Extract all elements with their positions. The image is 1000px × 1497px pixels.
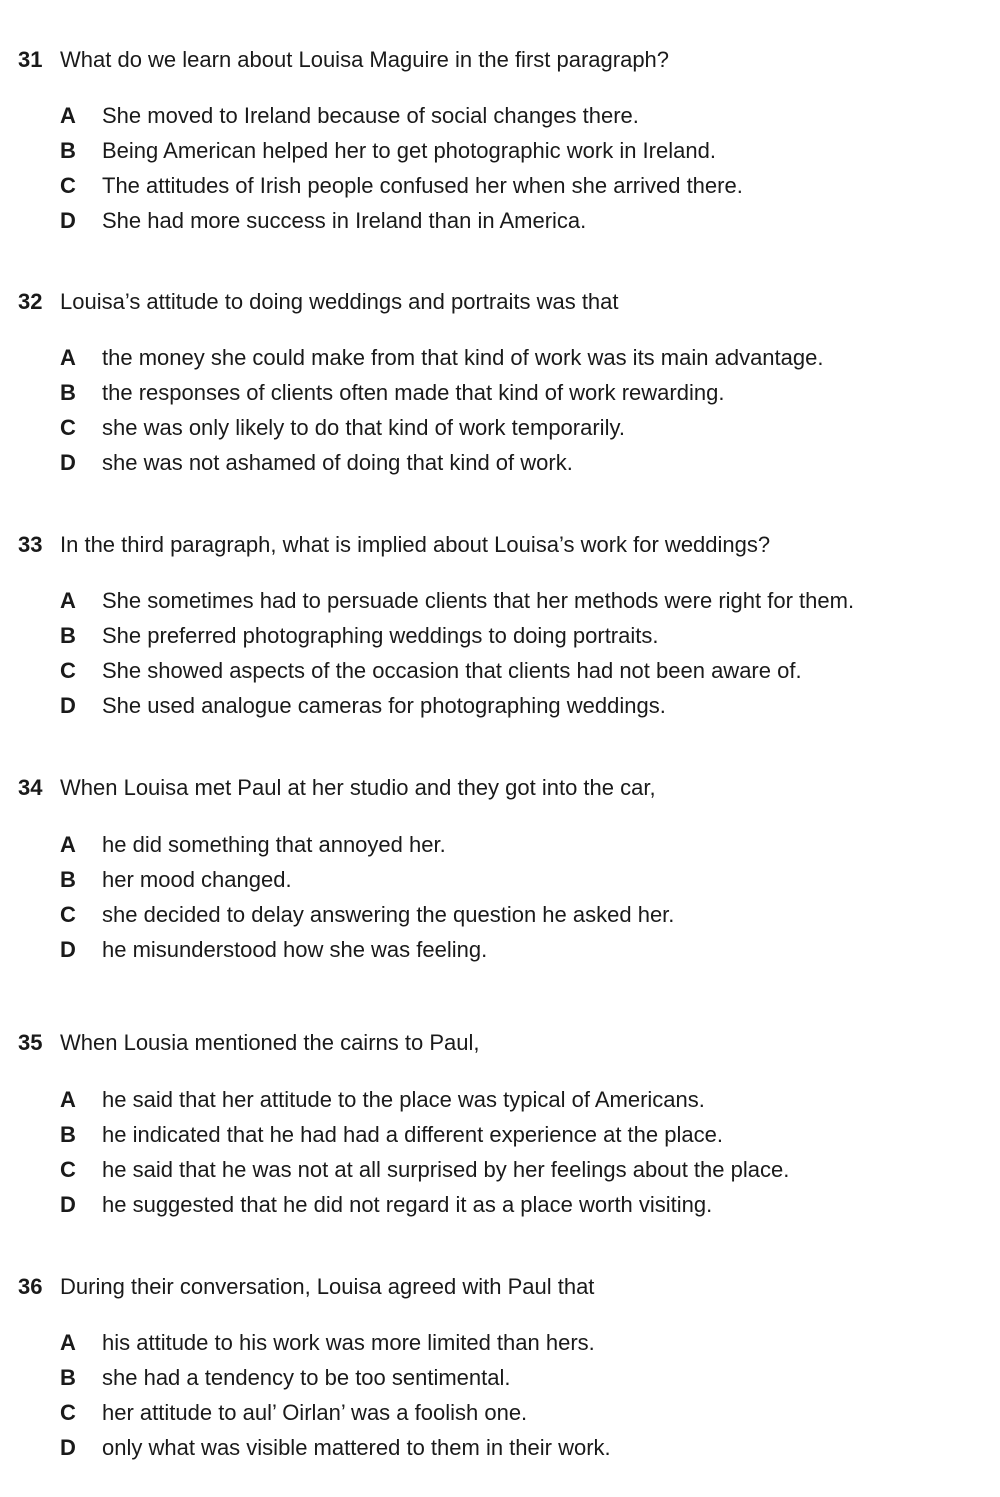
option-letter: D xyxy=(60,1192,76,1217)
option-letter: B xyxy=(60,138,76,163)
question-number: 35 xyxy=(18,1030,43,1055)
option-a[interactable] xyxy=(60,1329,595,1357)
option-letter: C xyxy=(60,658,76,683)
question-stem xyxy=(18,46,669,74)
option-letter: A xyxy=(60,1330,76,1355)
question-text: What do we learn about Louisa Maguire in the first paragraph? xyxy=(60,47,670,72)
question-text: During their conversation, Louisa agreed with Paul that xyxy=(60,1274,595,1299)
option-text: She had more success in Ireland than in America. xyxy=(102,208,587,233)
option-a[interactable] xyxy=(60,102,639,130)
option-d[interactable] xyxy=(60,207,586,235)
option-a[interactable] xyxy=(60,1086,705,1114)
option-letter: B xyxy=(60,623,76,648)
option-text: he misunderstood how she was feeling. xyxy=(102,937,488,962)
option-text: she was only likely to do that kind of work temporarily. xyxy=(102,415,625,440)
option-text: She showed aspects of the occasion that clients had not been aware of. xyxy=(102,658,802,683)
option-d[interactable] xyxy=(60,1191,712,1219)
question-number: 32 xyxy=(18,289,43,314)
option-text: the money she could make from that kind of work was its main advantage. xyxy=(102,345,824,370)
option-d[interactable] xyxy=(60,936,487,964)
option-letter: A xyxy=(60,832,76,857)
option-text: he did something that annoyed her. xyxy=(102,832,446,857)
option-text: his attitude to his work was more limited than hers. xyxy=(102,1330,595,1355)
option-a[interactable] xyxy=(60,344,823,372)
question-text: Louisa’s attitude to doing weddings and portraits was that xyxy=(60,289,619,314)
option-text: she had a tendency to be too sentimental. xyxy=(102,1365,511,1390)
option-letter: B xyxy=(60,867,76,892)
option-letter: D xyxy=(60,693,76,718)
option-letter: A xyxy=(60,345,76,370)
option-letter: D xyxy=(60,208,76,233)
question-number: 33 xyxy=(18,532,43,557)
option-b[interactable] xyxy=(60,137,716,165)
option-letter: D xyxy=(60,937,76,962)
option-d[interactable] xyxy=(60,692,666,720)
option-letter: B xyxy=(60,1122,76,1147)
option-text: he suggested that he did not regard it as a place worth visiting. xyxy=(102,1192,713,1217)
question-text: In the third paragraph, what is implied about Louisa’s work for weddings? xyxy=(60,532,771,557)
option-letter: D xyxy=(60,450,76,475)
option-letter: A xyxy=(60,588,76,613)
option-text: The attitudes of Irish people confused her when she arrived there. xyxy=(102,173,743,198)
option-b[interactable] xyxy=(60,622,658,650)
option-text: only what was visible mattered to them in their work. xyxy=(102,1435,611,1460)
option-b[interactable] xyxy=(60,379,724,407)
option-letter: C xyxy=(60,902,76,927)
option-letter: A xyxy=(60,103,76,128)
option-c[interactable] xyxy=(60,414,625,442)
option-c[interactable] xyxy=(60,1399,527,1427)
option-text: she decided to delay answering the question he asked her. xyxy=(102,902,675,927)
question-stem xyxy=(18,288,619,316)
question-number: 34 xyxy=(18,775,43,800)
option-text: her mood changed. xyxy=(102,867,292,892)
question-stem xyxy=(18,774,656,802)
option-text: her attitude to aul’ Oirlan’ was a foolish one. xyxy=(102,1400,528,1425)
option-c[interactable] xyxy=(60,901,674,929)
option-text: She sometimes had to persuade clients that her methods were right for them. xyxy=(102,588,855,613)
option-letter: B xyxy=(60,1365,76,1390)
option-text: he said that her attitude to the place was typical of Americans. xyxy=(102,1087,705,1112)
option-b[interactable] xyxy=(60,1121,723,1149)
option-letter: C xyxy=(60,1157,76,1182)
option-letter: C xyxy=(60,173,76,198)
option-a[interactable] xyxy=(60,587,854,615)
option-letter: A xyxy=(60,1087,76,1112)
option-letter: B xyxy=(60,380,76,405)
option-d[interactable] xyxy=(60,449,573,477)
option-b[interactable] xyxy=(60,866,292,894)
option-b[interactable] xyxy=(60,1364,511,1392)
option-text: the responses of clients often made that kind of work rewarding. xyxy=(102,380,725,405)
question-text: When Lousia mentioned the cairns to Paul, xyxy=(60,1030,480,1055)
option-a[interactable] xyxy=(60,831,446,859)
question-number: 31 xyxy=(18,47,43,72)
option-text: She used analogue cameras for photographing weddings. xyxy=(102,693,666,718)
option-text: he indicated that he had had a different experience at the place. xyxy=(102,1122,723,1147)
option-letter: D xyxy=(60,1435,76,1460)
question-stem xyxy=(18,1029,479,1057)
question-stem xyxy=(18,531,770,559)
option-letter: C xyxy=(60,1400,76,1425)
option-c[interactable] xyxy=(60,1156,789,1184)
option-text: she was not ashamed of doing that kind of work. xyxy=(102,450,573,475)
option-text: Being American helped her to get photographic work in Ireland. xyxy=(102,138,716,163)
option-c[interactable] xyxy=(60,172,743,200)
option-d[interactable] xyxy=(60,1434,611,1462)
option-letter: C xyxy=(60,415,76,440)
option-text: She preferred photographing weddings to doing portraits. xyxy=(102,623,659,648)
question-text: When Louisa met Paul at her studio and they got into the car, xyxy=(60,775,656,800)
question-stem xyxy=(18,1273,594,1301)
option-text: She moved to Ireland because of social changes there. xyxy=(102,103,639,128)
question-number: 36 xyxy=(18,1274,43,1299)
option-c[interactable] xyxy=(60,657,802,685)
option-text: he said that he was not at all surprised by her feelings about the place. xyxy=(102,1157,790,1182)
